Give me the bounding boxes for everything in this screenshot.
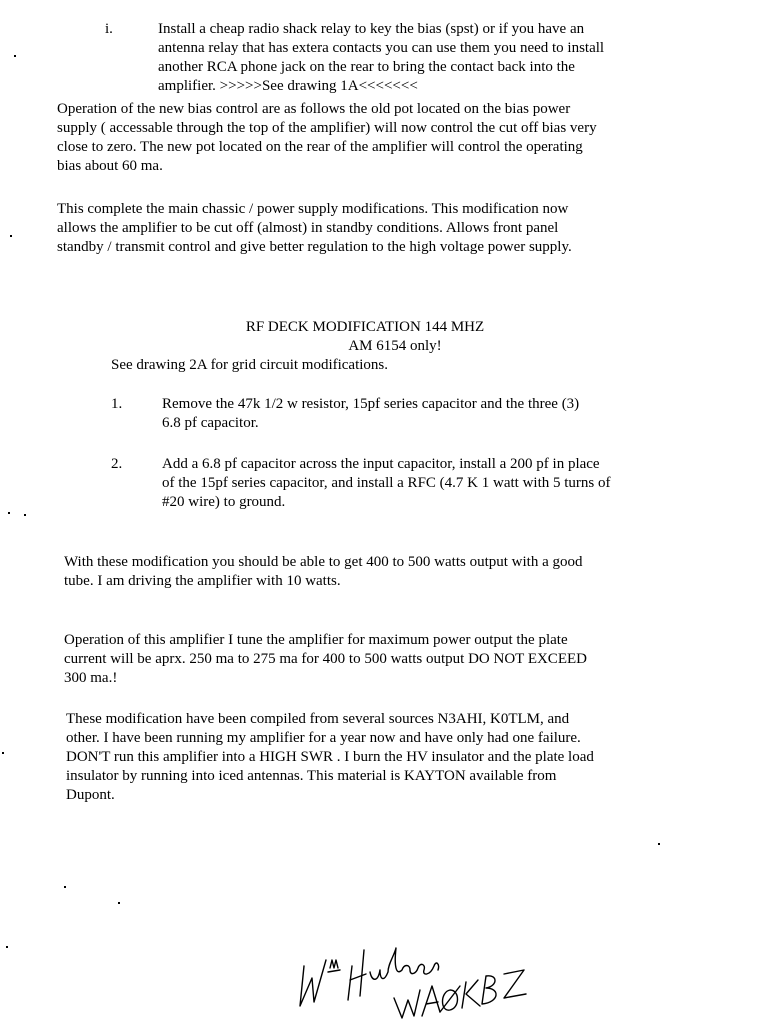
text-line: antenna relay that has extera contacts you can use them you need to install (158, 40, 605, 56)
text-line: Remove the 47k 1/2 w resistor, 15pf series capacitor and the three (3) (162, 396, 580, 412)
text-line: 6.8 pf capacitor. (162, 415, 259, 431)
text-line: Install a cheap radio shack relay to key the bias (spst) or if you have an (158, 21, 585, 37)
scan-speck (2, 752, 4, 754)
text-line: 300 ma.! (64, 670, 118, 686)
text-line: allows the amplifier to be cut off (almost) in standby conditions. Allows front panel (57, 220, 559, 236)
handwritten-signature (290, 920, 550, 1020)
bias-paragraph (57, 100, 597, 176)
step-text (162, 395, 579, 433)
text-line: close to zero. The new pot located on the rear of the amplifier will control the operating (57, 139, 583, 155)
text-line: DON'T run this amplifier into a HIGH SWR . I burn the HV insulator and the plate load (66, 749, 594, 765)
scan-speck (24, 514, 26, 516)
scan-speck (64, 886, 66, 888)
text-line: Dupont. (66, 787, 115, 803)
rf-section-subheading (260, 337, 530, 356)
text-line: Operation of this amplifier I tune the amplifier for maximum power output the plate (64, 632, 568, 648)
list-item-text (158, 20, 604, 96)
text-line: See drawing 2A for grid circuit modifications. (111, 357, 389, 373)
text-line: This complete the main chassic / power supply modifications. This modification now (57, 201, 569, 217)
text-line: current will be aprx. 250 ma to 275 ma for 400 to 500 watts output DO NOT EXCEED (64, 651, 587, 667)
operation-paragraph (64, 631, 587, 688)
text-line: #20 wire) to ground. (162, 494, 286, 510)
scan-speck (118, 902, 120, 904)
scan-speck (10, 235, 12, 237)
sources-paragraph (66, 710, 594, 805)
text-line: These modification have been compiled from several sources N3AHI, K0TLM, and (66, 711, 570, 727)
scan-speck (658, 843, 660, 845)
section-title: RF DECK MODIFICATION 144 MHZ (245, 319, 485, 335)
text-line: Add a 6.8 pf capacitor across the input capacitor, install a 200 pf in place (162, 456, 600, 472)
list-marker: 1. (111, 396, 123, 412)
text-line: supply ( accessable through the top of the amplifier) will now control the cut off bias very (57, 120, 597, 136)
text-line: bias about 60 ma. (57, 158, 163, 174)
text-line: Operation of the new bias control are as follows the old pot located on the bias power (57, 101, 571, 117)
text-line: insulator by running into iced antennas. This material is KAYTON available from (66, 768, 557, 784)
text-line: standby / transmit control and give better regulation to the high voltage power supply. (57, 239, 572, 255)
scan-speck (8, 512, 10, 514)
scan-speck (6, 946, 8, 948)
rf-section-heading (200, 318, 530, 337)
scan-speck (14, 55, 16, 57)
text-line: With these modification you should be able to get 400 to 500 watts output with a good (64, 554, 583, 570)
section-subtitle: AM 6154 only! (348, 338, 442, 354)
text-line: of the 15pf series capacitor, and install a RFC (4.7 K 1 watt with 5 turns of (162, 475, 611, 491)
text-line: amplifier. >>>>>See drawing 1A<<<<<<< (158, 78, 418, 94)
text-line: another RCA phone jack on the rear to bring the contact back into the (158, 59, 575, 75)
text-line: other. I have been running my amplifier for a year now and have only had one failure. (66, 730, 581, 746)
list-marker: i. (105, 21, 113, 37)
rf-section-intro (111, 356, 388, 375)
list-marker: 2. (111, 456, 123, 472)
completion-paragraph (57, 200, 572, 257)
step-text (162, 455, 610, 512)
output-paragraph (64, 553, 583, 591)
text-line: tube. I am driving the amplifier with 10 watts. (64, 573, 341, 589)
